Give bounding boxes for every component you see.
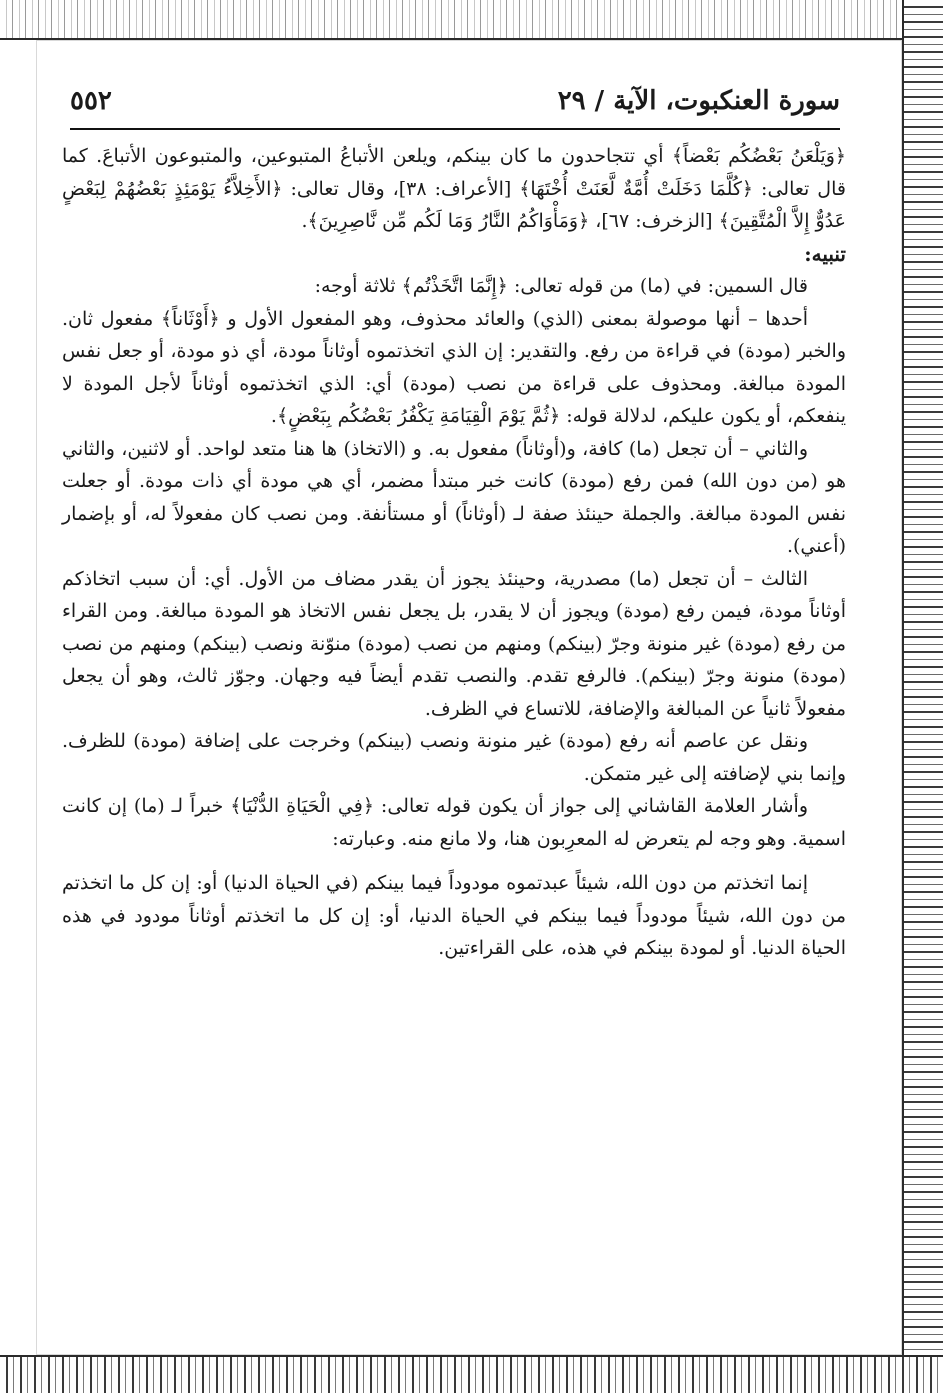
paragraph-first-aspect: أحدها – أنها موصولة بمعنى (الذي) والعائد محذوف، وهو المفعول الأول و ﴿أَوْثَاناً﴾ مفعول ثان. والخبر (مودة) في قراءة من رفع. والتقدير: إن الذي اتخذتموه أوثاناً مودة، أي ذو مودة، أو جعل نفس المودة مبالغة. ومحذوف على قراءة من نصب (مودة) أي: الذي اتخذتموه أوثاناً لأجل المودة لا ينفعكم، أو يكون عليكم، لدلالة قوله: ﴿ثُمَّ يَوْمَ الْقِيَامَةِ يَكْفُرُ بَعْضُكُم بِبَعْضٍ﴾. (62, 307, 846, 427)
paragraph-samin: قال السمين: في (ما) من قوله تعالى: ﴿إِنَّمَا اتَّخَذْتُم﴾ ثلاثة أوجه: (314, 275, 808, 297)
paragraph-second-aspect: والثاني – أن تجعل (ما) كافة، و(أوثاناً) مفعول به. و (الاتخاذ) ها هنا متعد لواحد. أو لاثنين، والثاني هو (من دون الله) فمن رفع (مودة) كانت خبر مبتدأ مضمر، أي هي مودة أي ذات مودة. أو جعلت نفس المودة مبالغة. والجملة حينئذ صفة لـ (أوثاناً) أو مستأنفة. ومن نصب كان مفعولاً له، أو بإضمار (أعني). (62, 437, 846, 557)
page-number: ٥٥٢ (70, 86, 112, 116)
paragraph-intro: ﴿وَيَلْعَنُ بَعْضُكُم بَعْضاً﴾ أي تتجاحدون ما كان بينكم، ويلعن الأتباعُ المتبوعين، والمتبوعون الأتباعَ. كما قال تعالى: ﴿كُلَّمَا دَخَلَتْ أُمَّةٌ لَّعَنَتْ أُخْتَهَا﴾ [الأعراف: ٣٨]، وقال تعالى: ﴿الأَخِلاَّءُ يَوْمَئِذٍ بَعْضُهُمْ لِبَعْضٍ عَدُوٌّ إِلاَّ الْمُتَّقِينَ﴾ [الزخرف: ٦٧]، ﴿وَمَأْوَاكُمُ النَّارُ وَمَا لَكُم مِّن نَّاصِرِينَ﴾. (62, 145, 846, 232)
paragraph-asim: ونقل عن عاصم أنه رفع (مودة) غير منونة ونصب (بينكم) وخرجت على إضافة (مودة) للظرف. وإنما بني لإضافته إلى غير متمكن. (62, 730, 846, 785)
page-border-bottom (0, 1355, 943, 1393)
paragraph-third-aspect: الثالث – أن تجعل (ما) مصدرية، وحينئذ يجوز أن يقدر مضاف من الأول. أي: أن سبب اتخاذكم أوثاناً مودة، فيمن رفع (مودة) ويجوز أن لا يقدر، بل يجعل نفس الاتخاذ هو المودة مبالغة. ومن القراء من رفع (مودة) غير منونة وجرّ (بينكم) ومنهم من نصب (مودة) منوّنة ونصب (بينكم) ومنهم من نصب (مودة) منونة وجرّ (بينكم). فالرفع تقدم. والنصب تقدم أيضاً فيه وجهان. وجوّز ثالث، وهو أن يجعل مفعولاً ثانياً عن المبالغة والإضافة، للاتساع في الظرف. (62, 567, 846, 720)
page-header (70, 82, 840, 122)
paragraph-qashani: وأشار العلامة القاشاني إلى جواز أن يكون قوله تعالى: ﴿فِي الْحَيَاةِ الدُّنْيَا﴾ خبراً لـ (ما) إن كانت اسمية. وهو وجه لم يتعرض له المعرِبون هنا، ولا مانع منه. وعبارته: (62, 795, 846, 850)
page-border-right (902, 0, 943, 1391)
paragraph-spacer (62, 855, 846, 867)
note-heading: تنبيه: (804, 241, 846, 266)
page-body (62, 140, 846, 1345)
paragraph-qashani-quote: إنما اتخذتم من دون الله، شيئاً عبدتموه مودوداً فيما بينكم (في الحياة الدنيا) أو: إن كل ما اتخذتم من دون الله، شيئاً مودوداً فيما بينكم في الحياة الدنيا، أو: إن كل ما اتخذتم أوثاناً مودود في هذه الحياة الدنيا. أو لمودة بينكم في هذه، على القراءتين. (62, 872, 846, 959)
page-border-top (0, 0, 943, 40)
running-title: سورة العنكبوت، الآية / ٢٩ (557, 86, 840, 116)
header-rule (70, 128, 840, 130)
